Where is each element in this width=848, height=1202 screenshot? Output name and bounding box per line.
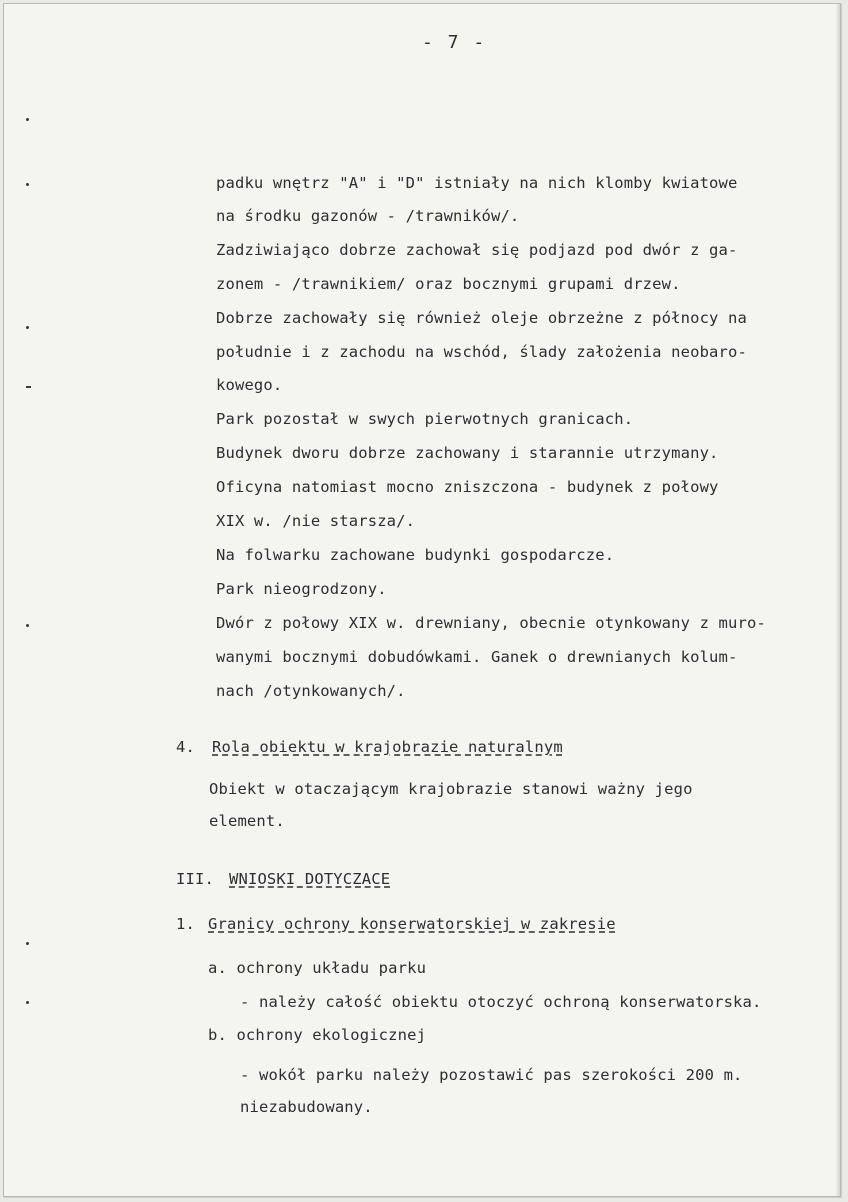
body-line: wanymi bocznymi dobudówkami. Ganek o drewnianych kolum- xyxy=(216,648,738,666)
body-line: Oficyna natomiast mocno zniszczona - budynek z połowy xyxy=(216,478,719,496)
section-text-line: element. xyxy=(209,812,285,830)
body-line: zonem - /trawnikiem/ oraz bocznymi grupami drzew. xyxy=(216,275,681,293)
body-line: XIX w. /nie starsza/. xyxy=(216,512,416,530)
item-heading: Granicy ochrony konserwatorskiej w zakresie xyxy=(208,915,616,933)
body-line: kowego. xyxy=(216,376,283,394)
section-text-line: Obiekt w otaczającym krajobrazie stanowi ważny jego xyxy=(209,780,693,798)
punch-mark xyxy=(26,1001,29,1004)
punch-mark xyxy=(26,624,29,627)
subitem-text: - wokół parku należy pozostawić pas szerokości 200 m. xyxy=(240,1066,743,1084)
punch-mark xyxy=(26,942,29,945)
subitem-label: b. ochrony ekologicznej xyxy=(208,1026,427,1044)
subitem-text: niezabudowany. xyxy=(240,1098,373,1116)
punch-mark xyxy=(26,183,29,186)
chapter-number: III. xyxy=(176,870,214,888)
body-line: Park nieogrodzony. xyxy=(216,580,387,598)
subitem-text: - należy całość obiektu otoczyć ochroną konserwatorska. xyxy=(240,993,762,1011)
section-heading: Rola obiektu w krajobrazie naturalnym xyxy=(212,738,563,756)
document-page xyxy=(3,3,841,1197)
body-line: Dwór z połowy XIX w. drewniany, obecnie otynkowany z muro- xyxy=(216,614,766,632)
section-number: 4. xyxy=(176,738,195,756)
body-line: Na folwarku zachowane budynki gospodarcze. xyxy=(216,546,615,564)
body-line: Dobrze zachowały się również oleje obrzeżne z północy na xyxy=(216,309,747,327)
body-line: Park pozostał w swych pierwotnych granicach. xyxy=(216,410,634,428)
page-number: - 7 - xyxy=(422,32,487,53)
body-line: Budynek dworu dobrze zachowany i starannie utrzymany. xyxy=(216,444,719,462)
punch-mark xyxy=(26,118,29,121)
punch-mark xyxy=(26,386,31,388)
punch-mark xyxy=(26,326,29,329)
subitem-label: a. ochrony układu parku xyxy=(208,959,427,977)
body-line: południe i z zachodu na wschód, ślady założenia neobaro- xyxy=(216,343,747,361)
body-line: nach /otynkowanych/. xyxy=(216,682,406,700)
body-line: Zadziwiająco dobrze zachował się podjazd pod dwór z ga- xyxy=(216,241,738,259)
chapter-heading: WNIOSKI DOTYCZACE xyxy=(229,870,391,888)
body-line: padku wnętrz "A" i "D" istniały na nich klomby kwiatowe xyxy=(216,174,738,192)
body-line: na środku gazonów - /trawników/. xyxy=(216,207,520,225)
item-number: 1. xyxy=(176,915,195,933)
